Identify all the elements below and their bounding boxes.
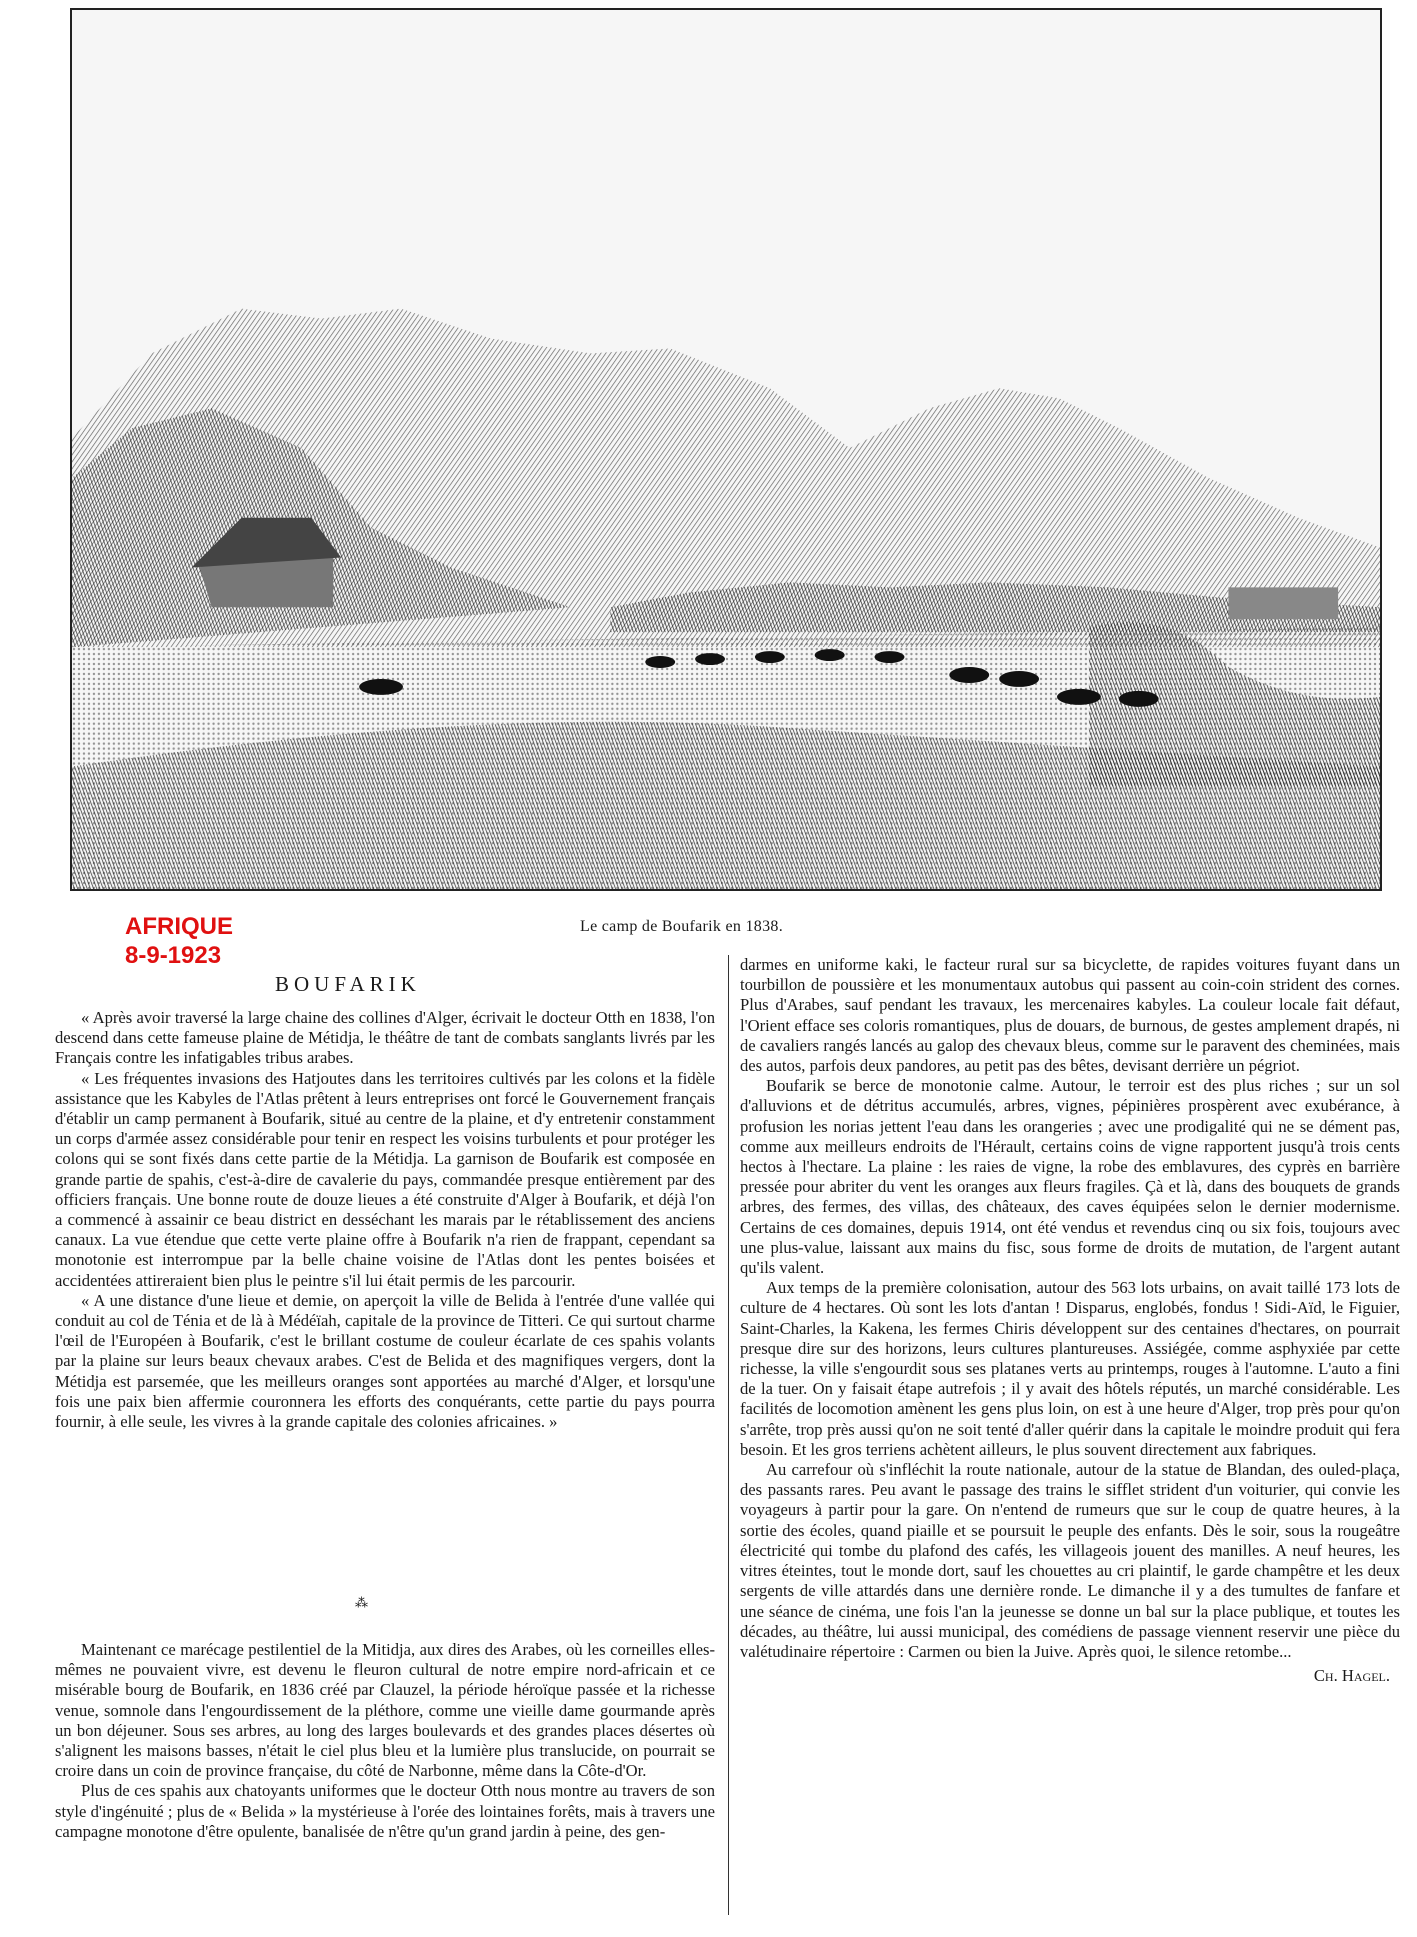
body-paragraph: Plus de ces spahis aux chatoyants uniformes que le docteur Otth nous montre au travers de son style d'ingénuité ; plus de « Belida » la mystérieuse à l'orée des lointaines forêts, mais à travers une campagne monotone d'être opulente, banalisée de n'être qu'un grand jardin à peine, des gen- (55, 1781, 715, 1841)
article-title: BOUFARIK (275, 972, 421, 996)
body-paragraph: darmes en uniforme kaki, le facteur rural sur sa bicyclette, de rapides voitures fuyant dans un tourbillon de poussière et les monumentaux autobus qui passent au coin-coin strident des cornes. Plus d'Arabes, sauf pendant les travaux, les mercenaires kabyles. La couleur locale fait défaut, l'Orient efface ses coloris romantiques, plus de douars, de burnous, de gestes amplement drapés, ni de cavaliers rangés lancés au galop des chevaux bleus, comme sur le paravent des cheminées, mais des autos, parfois deux pandores, au petit pas des bêtes, devisant derrière un pégriot. (740, 955, 1400, 1076)
column-divider (728, 955, 729, 1915)
image-caption: Le camp de Boufarik en 1838. (580, 918, 784, 935)
body-paragraph: Boufarik se berce de monotonie calme. Autour, le terroir est des plus riches ; sur un sol d'alluvions et de détritus accumulés, arbres, vignes, pépinières prospèrent avec exubérance, à profusion les norias jettent l'eau dans les orangeries ; avec une prodigalité qui ne se dément pas, comme aux meilleurs endroits de l'Hérault, certains coins de vigne rapportent jusqu'à trois cents hectos à l'hectare. La plaine : les raies de vigne, la robe des emblavures, des cyprès en barrière pressée pour abriter du vent les oranges aux fleurs fragiles. Çà et là, dans des bouquets de grands arbres, des fermes, des villas, des châteaux, des caves équipées selon le dernier modernisme. Certains de ces domaines, depuis 1914, ont été vendus et revendus cinq ou six fois, toujours avec une plus-value, laissant aux mains du fisc, sous forme de droits de mutation, de l'argent autant qu'ils valent. (740, 1076, 1400, 1278)
right-column-body (740, 955, 1400, 1686)
left-column-body (55, 1640, 715, 1842)
quote-paragraph: « Les fréquentes invasions des Hatjoutes dans les territoires cultivés par les colons et la fidèle assistance que les Kabyles de l'Atlas prêtent à leurs entreprises ont forcé le Gouvernement français d'établir un camp permanent à Boufarik, situé au centre de la plaine, et d'y entretenir constamment un corps d'armée assez considérable pour tenir en respect les voisins turbulents et pour protéger les colons qui se sont fixés dans cette partie de la Métidja. La garnison de Boufarik est composée en grande partie de spahis, c'est-à-dire de cavalerie du pays, commandée presque entièrement par des officiers français. Une bonne route de douze lieues a été construite d'Alger à Boufarik, et déjà l'on a commencé à assainir ce beau district en desséchant les marais par le rétablissement des anciens canaux. La vue étendue que cette verte plaine offre à Boufarik n'a rien de frappant, cependant sa monotonie est interrompue par la belle chaine voisine de l'Atlas dont les pentes boisées et accidentées attireraient bien plus le peintre s'il lui était permis de les parcourir. (55, 1068, 715, 1290)
author-signature: Ch. Hagel. (1313, 1666, 1390, 1686)
quote-paragraph: « Après avoir traversé la large chaine des collines d'Alger, écrivait le docteur Otth en 1838, l'on descend dans cette fameuse plaine de Métidja, le théâtre de tant de combats sanglants livrés par les Français contre les infatigables tribus arabes. (55, 1008, 715, 1068)
engraving-illustration (70, 8, 1382, 891)
body-paragraph: Maintenant ce marécage pestilentiel de la Mitidja, aux dires des Arabes, où les corneilles elles-mêmes ne pouvaient vivre, est devenu le fleuron cultural de notre empire nord-africain et ce misérable bourg de Boufarik, en 1836 créé par Clauzel, la période héroïque passée et la richesse venue, somnole dans l'engourdissement de la pléthore, comme une vieille dame gourmande après un bon déjeuner. Sous ses arbres, au long des larges boulevards et des grandes places désertes où s'alignent les maisons basses, n'était le ciel plus bleu et la lumière plus translucide, on pourrait se croire dans un coin de province française, du côté de Narbonne, même dans la Côte-d'Or. (55, 1640, 715, 1781)
section-separator: ⁂ (355, 1596, 368, 1611)
body-paragraph: Aux temps de la première colonisation, autour des 563 lots urbains, on avait taillé 173 lots de culture de 4 hectares. Où sont les lots d'antan ! Disparus, englobés, fondus ! Sidi-Aïd, le Figuier, Saint-Charles, la Kakena, les fermes Chiris développent sur des centaines d'hectares, on pourrait presque dire sur des horizons, leurs cultures plantureuses. Assiégée, comme asphyxiée par cette richesse, la ville s'engourdit sous ses platanes verts au printemps, rouges à l'automne. L'auto a fini de la tuer. On y faisait étape autrefois ; il y avait des hôtels réputés, un marché considérable. Les facilités de locomotion amènent les gens plus loin, on est à une heure d'Alger, trop près pour qu'on s'arrête, trop près aussi qu'on ne soit tenté d'aller quérir dans la capitale le moindre produit qui fera besoin. Et les gros terriens achètent ailleurs, le plus souvent directement aux fabriques. (740, 1278, 1400, 1459)
date-stamp (125, 912, 233, 970)
stamp-date: 8-9-1923 (125, 942, 222, 969)
left-column-quote (55, 1008, 715, 1432)
body-paragraph: Au carrefour où s'infléchit la route nationale, autour de la statue de Blandan, des ouled-plaça, des passants rares. Peu avant le passage des trains le sifflet strident d'un voiturier, qui convie les voyageurs à partir pour la gare. On n'entend de rumeurs que sur le coup de quatre heures, à la sortie des écoles, quand piaille et se poursuit le peuple des enfants. Dès le soir, sous la rougeâtre électricité qui tombe du plafond des cafés, les villageois jouent des manilles. A neuf heures, les vitres éteintes, tout le monde dort, sauf les chouettes au cri plaintif, le garde champêtre et les deux sergents de ville attardés dans une dernière ronde. Le dimanche il y a des tumultes de fanfare et une séance de cinéma, une fois l'an la jeunesse se donne un bal sur la place publique, et toutes les décades, au théâtre, lui aussi municipal, des comédiens de passage viennent reservir une pièce du valétudinaire répertoire : Carmen ou bien la Juive. Après quoi, le silence retombe... (740, 1460, 1400, 1661)
stamp-source: AFRIQUE (125, 913, 233, 940)
quote-paragraph: « A une distance d'une lieue et demie, on aperçoit la ville de Belida à l'entrée d'une vallée qui conduit au col de Ténia et de là à Médéïah, capitale de la province de Titteri. Ce qui surtout charme l'œil de l'Européen à Boufarik, c'est le brillant costume de couleur écarlate de ces spahis volants par la plaine sur leurs beaux chevaux arabes. C'est de Belida et des magnifiques vergers, dont la Métidja est parsemée, que les meilleurs oranges sont apportées au marché d'Alger, et lorsqu'une fois une paix bien affermie couronnera les efforts des conquérants, cette partie du pays pourra fournir, à elle seule, les vivres à la grande capitale des colonies africaines. » (55, 1290, 715, 1432)
